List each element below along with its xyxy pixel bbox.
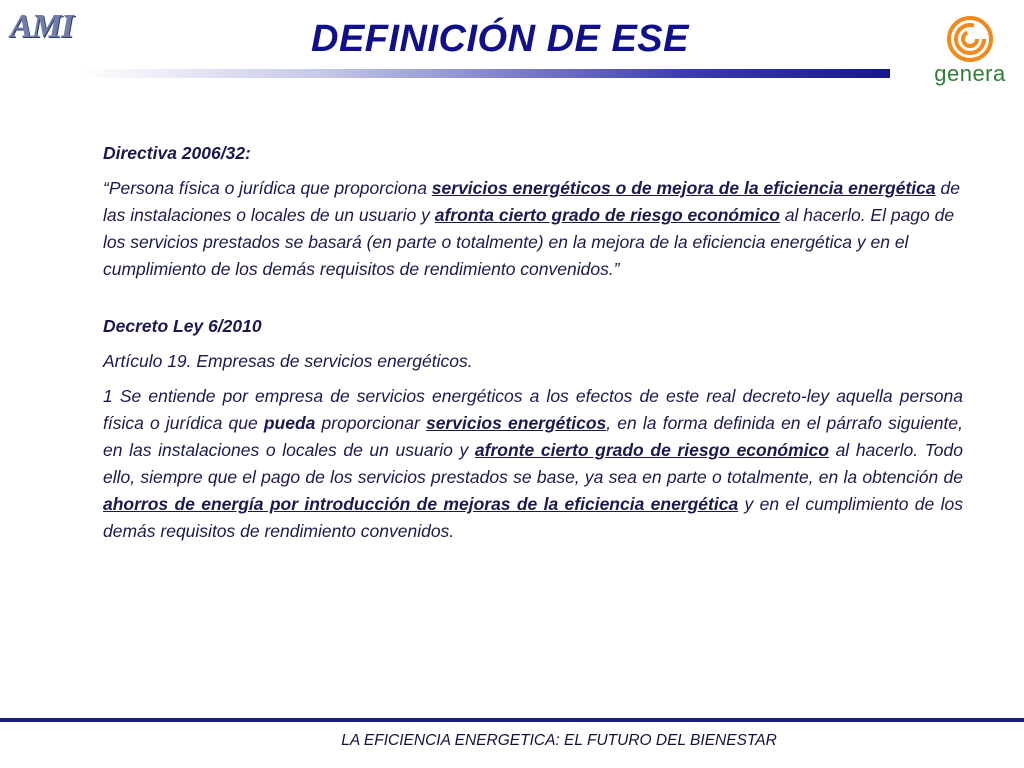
highlight-servicios-eficiencia: servicios energéticos o de mejora de la eficiencia energética — [431, 178, 936, 198]
genera-logo-text: genera — [934, 61, 1006, 86]
title-underline-bar — [80, 69, 890, 78]
footer-divider — [0, 718, 1024, 722]
highlight-riesgo: afronta cierto grado de riesgo económico — [434, 205, 780, 225]
highlight-pueda: pueda — [263, 413, 316, 433]
footer-text: LA EFICIENCIA ENERGETICA: EL FUTURO DEL BIENESTAR — [341, 732, 777, 749]
definition-content — [103, 140, 963, 545]
highlight-servicios: servicios energéticos — [425, 413, 607, 433]
ami-logo: AMI — [10, 8, 74, 45]
decreto-text: 1 Se entiende por empresa de servicios energéticos a los efectos de este real decreto-ley aquella persona física o jurídica que pueda proporcionar servicios energéticos, en la forma definida en el párrafo siguiente, en las instalaciones o locales de un usuario y afronte cierto grado de riesgo económico al hacerlo. Todo ello, siempre que el pago de los servicios prestados se base, ya sea en parte o totalmente, en la obtención de ahorros de energía por introducción de mejoras de la eficiencia energética y en el cumplimiento de los demás requisitos de rendimiento convenidos. — [103, 386, 963, 541]
page-title: DEFINICIÓN DE ESE — [311, 18, 689, 60]
genera-spiral-icon — [946, 15, 994, 63]
decreto-heading: Decreto Ley 6/2010 — [103, 316, 262, 336]
directiva-heading: Directiva 2006/32: — [103, 143, 251, 163]
directiva-text: “Persona física o jurídica que proporciona servicios energéticos o de mejora de la eficiencia energética de las instalaciones o locales de un usuario y afronta cierto grado de riesgo económico al hacerlo. El pago de los servicios prestados se basará (en parte o totalmente) en la mejora de la eficiencia energética y en el cumplimiento de los demás requisitos de rendimiento convenidos.” — [103, 178, 960, 279]
highlight-ahorros: ahorros de energía por introducción de mejoras de la eficiencia energética — [103, 494, 739, 514]
highlight-afronte-riesgo: afronte cierto grado de riesgo económico — [474, 440, 829, 460]
articulo-line: Artículo 19. Empresas de servicios energéticos. — [103, 351, 473, 371]
genera-logo — [930, 15, 1010, 87]
